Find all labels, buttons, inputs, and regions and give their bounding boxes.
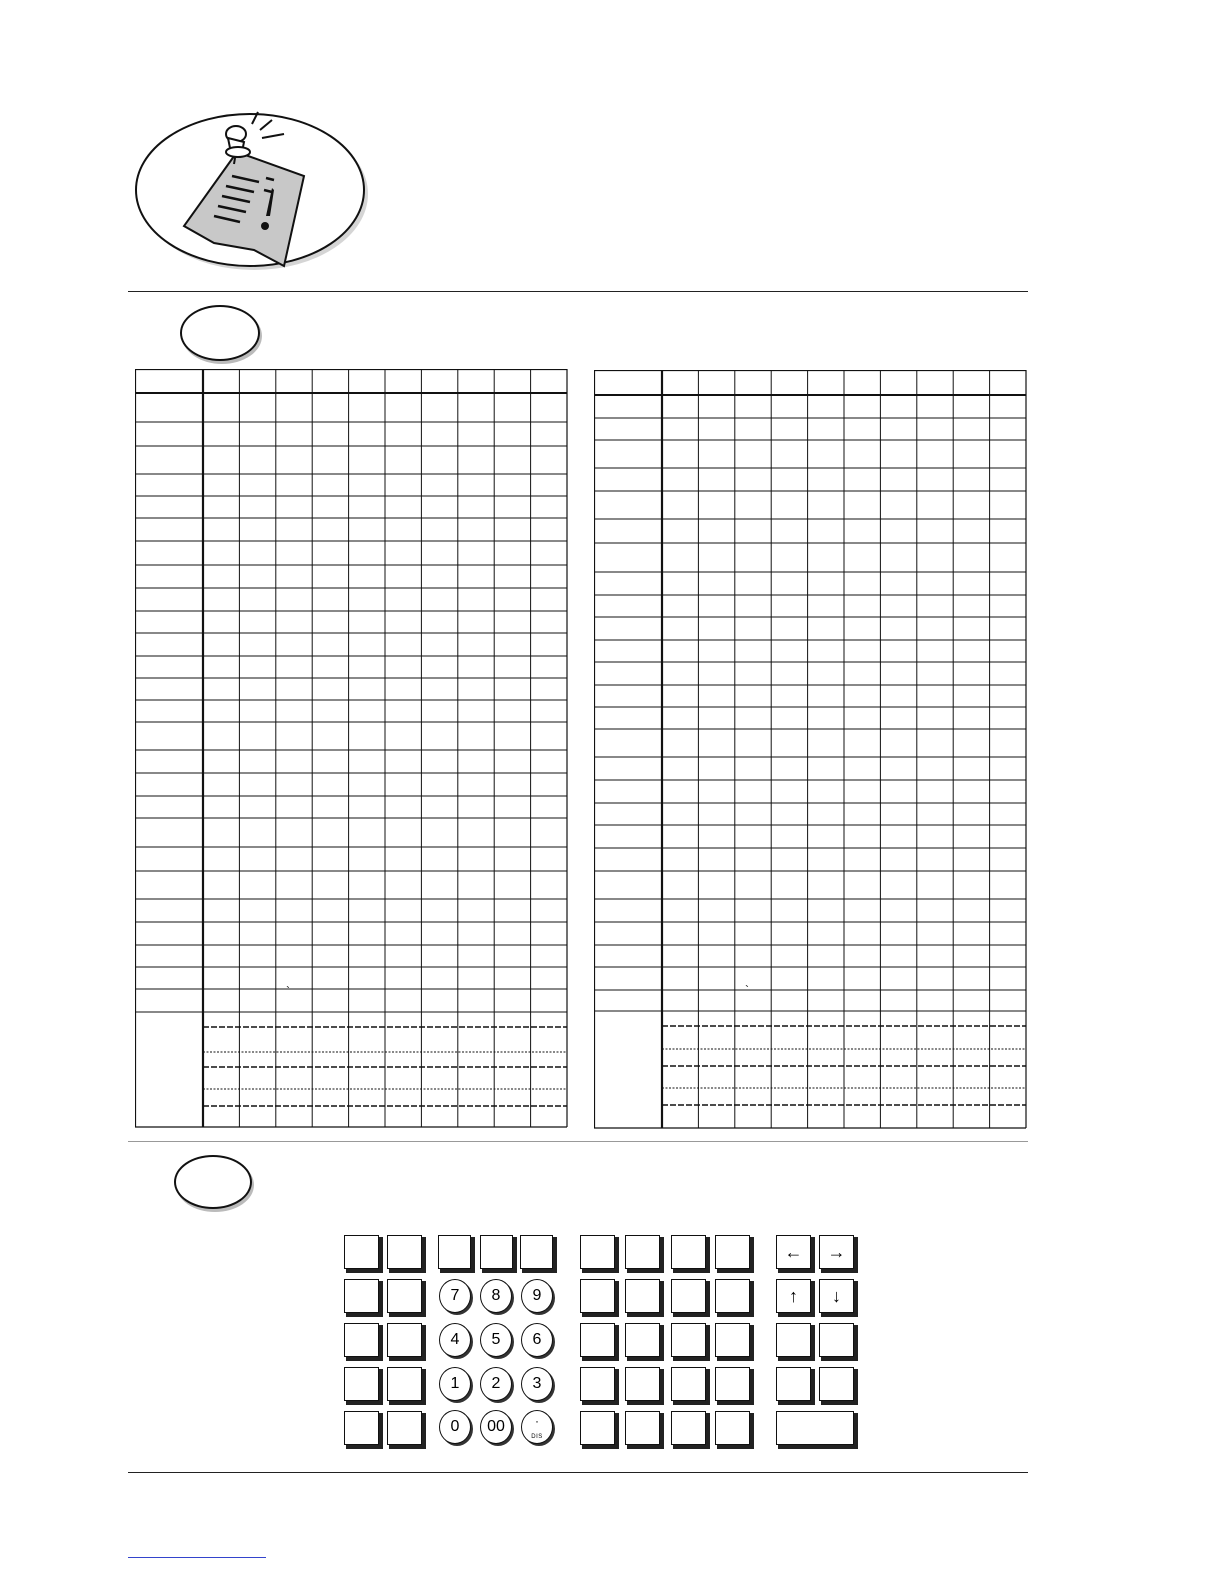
function-key[interactable] <box>671 1367 706 1401</box>
function-key[interactable] <box>344 1411 379 1445</box>
numeric-key-8[interactable] <box>480 1279 512 1313</box>
function-key[interactable] <box>819 1323 854 1357</box>
arrow-left-key[interactable] <box>776 1235 811 1269</box>
note-illustration <box>134 108 374 273</box>
function-key[interactable] <box>776 1367 811 1401</box>
arrow-right-key[interactable] <box>819 1235 854 1269</box>
key-label: 7 <box>450 1287 460 1304</box>
arrow-left-icon: ← <box>784 1241 803 1262</box>
function-key[interactable] <box>580 1323 615 1357</box>
numeric-key-0[interactable] <box>439 1410 471 1444</box>
decimal-key-sublabel: DIS <box>531 1434 543 1440</box>
function-key[interactable] <box>387 1367 422 1401</box>
numeric-key-1[interactable] <box>439 1367 471 1401</box>
function-key[interactable] <box>344 1367 379 1401</box>
arrow-down-icon: ↓ <box>832 1285 841 1306</box>
section-marker-oval-2 <box>174 1155 252 1209</box>
numeric-key-2[interactable] <box>480 1367 512 1401</box>
function-key[interactable] <box>387 1235 422 1269</box>
function-key[interactable] <box>580 1279 615 1313</box>
numeric-key-4[interactable] <box>439 1323 471 1357</box>
numeric-key-00[interactable] <box>480 1410 512 1444</box>
key-label: 3 <box>532 1375 542 1392</box>
footer-link-underline[interactable] <box>128 1557 266 1558</box>
numeric-key-5[interactable] <box>480 1323 512 1357</box>
function-key[interactable] <box>715 1235 750 1269</box>
footer-divider <box>128 1472 1028 1473</box>
function-key[interactable] <box>715 1411 750 1445</box>
numeric-key-9[interactable] <box>521 1279 553 1313</box>
numeric-key-3[interactable] <box>521 1367 553 1401</box>
function-key[interactable] <box>715 1323 750 1357</box>
function-key[interactable] <box>625 1411 660 1445</box>
grid-tick-mark: ` <box>286 984 290 998</box>
key-label: 6 <box>532 1331 542 1348</box>
function-key[interactable] <box>520 1235 553 1269</box>
arrow-down-key[interactable] <box>819 1279 854 1313</box>
function-key[interactable] <box>580 1367 615 1401</box>
programming-grid-right <box>594 370 1027 1130</box>
function-key[interactable] <box>580 1235 615 1269</box>
key-label: 00 <box>487 1418 505 1435</box>
arrow-right-icon: → <box>827 1241 846 1262</box>
function-key[interactable] <box>480 1235 513 1269</box>
function-key[interactable] <box>715 1279 750 1313</box>
key-label: 0 <box>450 1418 460 1435</box>
function-key[interactable] <box>625 1323 660 1357</box>
function-key[interactable] <box>344 1235 379 1269</box>
key-label: 9 <box>532 1287 542 1304</box>
wide-function-key[interactable] <box>776 1411 854 1445</box>
function-key[interactable] <box>625 1235 660 1269</box>
function-key[interactable] <box>671 1323 706 1357</box>
key-label: 1 <box>450 1375 460 1392</box>
function-key[interactable] <box>625 1367 660 1401</box>
function-key[interactable] <box>671 1411 706 1445</box>
section-marker-oval <box>180 305 260 361</box>
arrow-up-icon: ↑ <box>789 1285 798 1306</box>
key-label: 2 <box>491 1375 501 1392</box>
function-key[interactable] <box>438 1235 471 1269</box>
programming-grid-left <box>135 369 568 1129</box>
function-key[interactable] <box>671 1279 706 1313</box>
function-key[interactable] <box>344 1323 379 1357</box>
decimal-key[interactable] <box>521 1410 553 1444</box>
function-key[interactable] <box>715 1367 750 1401</box>
section-divider <box>128 1141 1028 1142</box>
function-key[interactable] <box>580 1411 615 1445</box>
header-divider <box>128 291 1028 292</box>
decimal-point-glyph: · <box>535 1414 539 1428</box>
key-label: 5 <box>491 1331 501 1348</box>
function-key[interactable] <box>776 1323 811 1357</box>
function-key[interactable] <box>387 1411 422 1445</box>
function-key[interactable] <box>387 1323 422 1357</box>
function-key[interactable] <box>344 1279 379 1313</box>
function-key[interactable] <box>387 1279 422 1313</box>
function-key[interactable] <box>819 1367 854 1401</box>
function-key[interactable] <box>671 1235 706 1269</box>
pinned-note-icon <box>134 108 374 273</box>
grid-tick-mark: ` <box>745 983 749 997</box>
key-label: 8 <box>491 1287 501 1304</box>
key-label: 4 <box>450 1331 460 1348</box>
numeric-key-7[interactable] <box>439 1279 471 1313</box>
arrow-up-key[interactable] <box>776 1279 811 1313</box>
numeric-key-6[interactable] <box>521 1323 553 1357</box>
function-key[interactable] <box>625 1279 660 1313</box>
